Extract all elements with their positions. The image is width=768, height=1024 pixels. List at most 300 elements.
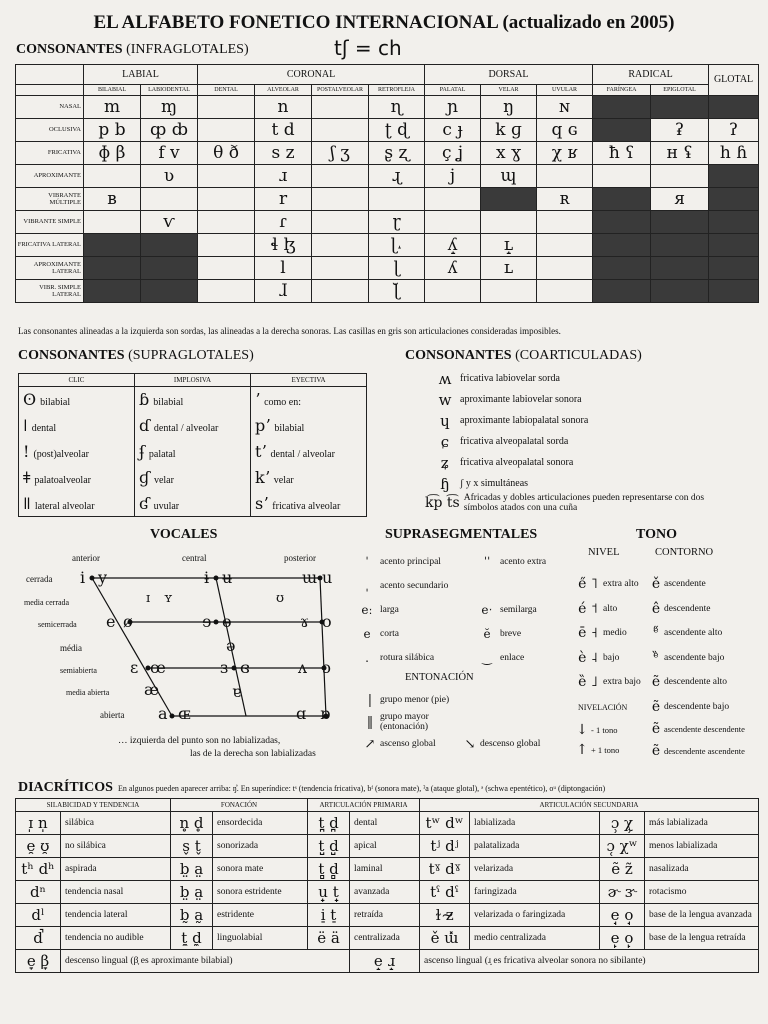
vowel-symbol: ɶ — [178, 704, 191, 723]
consonant-cell — [593, 280, 651, 303]
diacritics-heading: DIACRÍTICOS — [18, 780, 113, 795]
diacritic-description: estridente — [213, 904, 308, 927]
diacritic-description: medio centralizada — [470, 927, 600, 950]
supra-cell — [135, 465, 251, 491]
diacritic-symbol: ẽ z̃ — [600, 858, 645, 881]
vowel-symbol: a — [158, 704, 168, 723]
vowel-row-label: semiabierta — [60, 666, 97, 675]
ipa-symbol: pʼ — [255, 416, 271, 435]
place-header: DENTAL — [198, 85, 255, 96]
consonant-cell — [312, 211, 369, 234]
diacritic-symbol: tˤ dˤ — [420, 881, 470, 904]
consonant-row — [16, 119, 759, 142]
diacritic-description: menos labializada — [645, 835, 759, 858]
ipa-symbol: ɓ — [139, 390, 150, 410]
consonant-cell: ʜ ʢ — [651, 142, 709, 165]
ipa-symbol: . — [365, 651, 369, 665]
list-item — [354, 598, 474, 622]
list-item — [573, 720, 653, 740]
list-item — [648, 646, 763, 671]
group-radical: RADICAL — [593, 65, 709, 85]
ipa-description: palatoalveolar — [34, 475, 91, 486]
ipa-symbol: ɥ — [440, 411, 450, 430]
header-art-secundaria: ARTICULACIÓN SECUNDARIA — [420, 799, 759, 812]
consonant-cell — [198, 96, 255, 119]
diacritic-symbol: b̤ a̤ — [171, 881, 213, 904]
ipa-description: descendente ascendente — [664, 746, 745, 756]
consonant-cell: ʟ — [481, 257, 537, 280]
coart-item — [430, 389, 750, 410]
ipa-description: ascendente bajo — [664, 652, 725, 663]
ipa-description: bilabial — [153, 397, 184, 409]
consonant-cell: ɹ — [255, 165, 312, 188]
consonant-cell — [593, 234, 651, 257]
consonant-cell — [651, 280, 709, 303]
list-item — [573, 646, 653, 671]
ipa-description: ʃ y x simultáneas — [460, 478, 529, 489]
ipa-symbol: ȅ ˩ — [578, 674, 598, 691]
diacritic-description: silábica — [61, 812, 171, 835]
ipa-description: + 1 tono — [591, 745, 620, 755]
supra-cell — [19, 413, 135, 439]
diacritic-symbol: ë ä — [308, 927, 350, 950]
vowel-symbol: ʏ — [164, 591, 173, 606]
diacritic-symbol: e̘ o̘ — [600, 904, 645, 927]
ipa-description: medio — [603, 628, 627, 639]
ipa-symbol: ↗ — [364, 737, 376, 753]
diacritic-symbol: b̰ a̰ — [171, 904, 213, 927]
diacritic-description: faringizada — [470, 881, 600, 904]
affricate-text: Africadas y dobles articulaciones pueden representarse con dos símbolos atados con una cuña — [463, 493, 705, 514]
ipa-symbol: ẽ — [651, 721, 661, 737]
heading-main: CONSONANTES — [16, 42, 123, 57]
diacritic-description: sonorizada — [213, 835, 308, 858]
ipa-symbol: ǂ — [23, 468, 31, 487]
place-header: FARÍNGEA — [593, 85, 651, 96]
consonant-cell: ȹ ȸ — [141, 119, 198, 142]
ipa-description: bilabial — [40, 397, 71, 409]
diacritic-row — [16, 881, 759, 904]
vowel-row-label: media abierta — [66, 688, 110, 697]
consonant-cell: χ ʁ — [537, 142, 593, 165]
header-eyectiva: EYECTIVA — [251, 374, 367, 387]
consonant-chart — [15, 64, 759, 303]
consonant-cell: n — [255, 96, 312, 119]
diacritic-symbol: s̬ t̬ — [171, 835, 213, 858]
diacritic-symbol: dˡ — [16, 904, 61, 927]
vowel-symbol: ɵ — [222, 612, 232, 631]
diacritics-intro: En algunos pueden aparecer arriba: ŋ̊. En superíndice: tˢ (tendencia fricativa), bᶠ (sonora mate), ˀa (ataque glotal), ᵊ (schwa epentético), oᵘ (diptongación) — [118, 784, 606, 793]
list-item — [648, 621, 763, 646]
ipa-description: fricativa alveopalatal sonora — [460, 457, 574, 468]
consonants-coart-heading — [405, 348, 642, 364]
diacritic-row — [16, 950, 759, 973]
consonant-cell — [593, 119, 651, 142]
consonant-note: Las consonantes alineadas a la izquierda son sordas, las alineadas a la derecha sonoras. Las casillas en gris son articulaciones consideradas imposibles. — [18, 326, 561, 336]
ipa-symbol: e — [363, 627, 371, 641]
vowel-symbol: ʌ — [298, 658, 308, 677]
vowel-symbol: y — [98, 568, 108, 587]
ipa-description: (post)alveolar — [33, 449, 89, 460]
ipa-symbol: w — [438, 390, 452, 409]
consonant-cell: c ɟ — [425, 119, 481, 142]
consonant-cell — [198, 188, 255, 211]
consonant-cell: ʔ — [709, 119, 759, 142]
manner-label: NASAL — [16, 96, 84, 119]
diacritic-symbol: tˠ dˠ — [420, 858, 470, 881]
ipa-symbol: ǀ — [23, 416, 28, 435]
vowel-row-label: cerrada — [26, 574, 53, 584]
consonant-cell — [709, 165, 759, 188]
diacritic-row — [16, 904, 759, 927]
ipa-description: fricativa alveopalatal sorda — [460, 436, 569, 447]
vowel-row-label: abierta — [100, 710, 125, 720]
diacritic-description: tendencia lateral — [61, 904, 171, 927]
ipa-symbol: e̋ ˥ — [578, 576, 598, 593]
consonant-cell — [425, 280, 481, 303]
diacritic-description: linguolabial — [213, 927, 308, 950]
ipa-symbol: ‿ — [482, 651, 492, 665]
consonant-cell: ɬ ɮ — [255, 234, 312, 257]
consonant-cell — [651, 211, 709, 234]
supra-cell — [135, 491, 251, 517]
ipa-symbol: ě — [651, 576, 661, 593]
ipa-symbol: ʘ — [23, 390, 37, 410]
diacritic-symbol: ě ɯ̽ — [420, 927, 470, 950]
coart-item — [430, 410, 750, 431]
consonants-infra-heading — [16, 42, 249, 58]
consonant-cell: ɻ — [369, 165, 425, 188]
consonant-row — [16, 142, 759, 165]
diacritic-description: ascenso lingual (ɹ̝ es fricativa alveolar sonora no sibilante) — [420, 950, 759, 973]
diacritic-symbol: e̯ ʊ̯ — [16, 835, 61, 858]
consonant-cell — [312, 257, 369, 280]
consonant-cell: r — [255, 188, 312, 211]
vowel-symbol: ʉ — [222, 568, 233, 587]
ipa-symbol: eː — [361, 603, 373, 617]
list-item — [474, 622, 569, 646]
consonant-cell — [312, 119, 369, 142]
ipa-symbol: ɠ — [139, 468, 150, 487]
ipa-description: acento secundario — [380, 581, 449, 591]
diacritic-symbol: e̝ ɹ̝ — [350, 950, 420, 973]
list-item — [648, 740, 763, 762]
diacritic-description: sonora estridente — [213, 881, 308, 904]
consonant-cell — [709, 234, 759, 257]
vowel-col-central: central — [182, 553, 207, 563]
ipa-description: ascendente — [664, 579, 706, 590]
diacritic-symbol: t̪ d̪ — [308, 812, 350, 835]
coart-item — [430, 368, 750, 389]
diacritic-symbol: tʲ dʲ — [420, 835, 470, 858]
vowel-note-2: las de la derecha son labializadas — [190, 749, 316, 759]
ipa-symbol: ‖ — [366, 715, 374, 731]
consonant-row — [16, 257, 759, 280]
heading-sub: (SUPRAGLOTALES) — [128, 348, 254, 363]
affricate-symbols: k͡p t͡s — [425, 495, 460, 512]
list-item — [648, 718, 763, 740]
place-header: PALATAL — [425, 85, 481, 96]
ipa-description: descendente — [664, 603, 711, 614]
ipa-description: velar — [273, 475, 294, 486]
consonant-cell — [481, 211, 537, 234]
diacritic-symbol: ɔ̜ χʷ — [600, 835, 645, 858]
ipa-description: lateral alveolar — [34, 500, 95, 512]
ipa-symbol: ˌ — [365, 579, 369, 593]
vowel-symbol: ɐ — [232, 682, 242, 701]
list-item — [648, 670, 763, 695]
diacritic-description: apical — [350, 835, 420, 858]
vowel-symbol: i — [80, 568, 86, 587]
consonant-cell: k ɡ — [481, 119, 537, 142]
manner-label: APROXIMANTE LATERAL — [16, 257, 84, 280]
consonant-cell — [651, 165, 709, 188]
ipa-symbol: tʼ — [255, 442, 267, 461]
vowel-symbol: ɪ — [146, 591, 151, 606]
consonant-cell: ʎ̝ — [425, 234, 481, 257]
consonant-cell — [651, 257, 709, 280]
group-labial: LABIAL — [84, 65, 198, 85]
diacritic-description: base de la lengua retraída — [645, 927, 759, 950]
list-item — [474, 550, 569, 574]
manner-label: FRICATIVA LATERAL — [16, 234, 84, 257]
ipa-description: ascenso global — [380, 739, 436, 750]
supra-row — [19, 439, 367, 465]
supra-row — [19, 413, 367, 439]
vowel-symbol: ʊ — [276, 591, 285, 606]
ipa-description: aproximante labiopalatal sonora — [460, 415, 589, 426]
manner-label: OCLUSIVA — [16, 119, 84, 142]
consonant-cell — [537, 280, 593, 303]
diacritics-table — [15, 798, 759, 973]
consonant-cell: ʂ ʐ — [369, 142, 425, 165]
header-silabicidad: SILABICIDAD Y TENDENCIA — [16, 799, 171, 812]
consonant-cell — [312, 165, 369, 188]
consonant-cell: ɰ — [481, 165, 537, 188]
vowel-symbol: o — [322, 612, 332, 631]
vowel-symbol: ɨ — [204, 568, 210, 587]
ipa-symbol: ẽ — [651, 698, 661, 715]
list-item — [573, 740, 653, 760]
contorno-heading: CONTORNO — [655, 547, 714, 558]
ipa-symbol: ↓ — [576, 722, 588, 738]
consonant-cell — [709, 257, 759, 280]
supra-row — [19, 465, 367, 491]
ipa-symbol: ẽ — [651, 743, 661, 759]
vowel-col-posterior: posterior — [284, 553, 316, 563]
diacritic-description: rotacismo — [645, 881, 759, 904]
ipa-description: enlace — [500, 653, 525, 663]
nivelacion-heading: NIVELACIÓN — [578, 703, 628, 712]
ipa-description: velar — [153, 475, 174, 486]
supra-cell — [251, 413, 367, 439]
diacritic-symbol: t̼ d̼ — [171, 927, 213, 950]
diacritic-description: dental — [350, 812, 420, 835]
corner-cell — [16, 65, 84, 85]
diacritic-description: retraída — [350, 904, 420, 927]
ipa-symbol: ʼ — [255, 390, 261, 410]
consonant-cell — [651, 96, 709, 119]
consonant-cell: l — [255, 257, 312, 280]
ipa-description: fricativa alveolar — [272, 500, 341, 512]
vowels-heading: VOCALES — [150, 527, 218, 542]
ipa-symbol: ɕ — [440, 432, 450, 451]
consonant-row — [16, 165, 759, 188]
ipa-description: descenso global — [480, 739, 541, 750]
diacritic-symbol: u̟ t̟ — [308, 881, 350, 904]
page-title: EL ALFABETO FONETICO INTERNACIONAL (actualizado en 2005) — [93, 12, 675, 33]
ipa-description: rotura silábica — [380, 653, 435, 663]
consonant-row — [16, 96, 759, 119]
heading-main: CONSONANTES — [18, 348, 125, 363]
vowel-row-label: semicerrada — [38, 620, 77, 629]
heading-main: CONSONANTES — [405, 348, 512, 363]
supra-row — [19, 491, 367, 517]
consonant-row — [16, 188, 759, 211]
diacritic-description: centralizada — [350, 927, 420, 950]
ipa-symbol: ɧ — [440, 474, 450, 493]
diacritic-symbol: e̙ o̙ — [600, 927, 645, 950]
consonant-cell — [84, 234, 141, 257]
consonant-cell: s z — [255, 142, 312, 165]
ipa-description: alto — [603, 603, 618, 614]
consonant-cell: ɽ — [369, 211, 425, 234]
vowel-symbol: ɞ — [240, 658, 250, 677]
ipa-symbol: ↑ — [576, 742, 588, 758]
vowel-symbol: u — [322, 568, 333, 587]
diacritic-symbol: e̞ β̞ — [16, 950, 61, 973]
vowel-symbol: ɤ — [300, 612, 310, 631]
vowel-symbol: ɘ — [202, 612, 212, 631]
consonant-cell: ʡ — [651, 119, 709, 142]
ipa-description: acento principal — [380, 557, 441, 567]
supra-cell — [19, 491, 135, 517]
list-item — [474, 598, 569, 622]
list-item — [573, 572, 653, 597]
manner-label: APROXIMANTE — [16, 165, 84, 188]
entonacion-heading: ENTONACIÓN — [405, 672, 474, 683]
consonant-cell — [312, 234, 369, 257]
diacritic-description: velarizada o faringizada — [470, 904, 600, 927]
ipa-description: breve — [500, 629, 522, 639]
list-item — [360, 712, 570, 734]
ipa-symbol: ʛ — [139, 493, 150, 513]
vowel-symbol: e — [106, 612, 116, 631]
ipa-symbol: ʄ — [139, 442, 145, 461]
ipa-symbol: ǁ — [23, 493, 31, 513]
consonant-cell: j — [425, 165, 481, 188]
supraglotal-table — [18, 373, 367, 517]
ipa-symbol: ē ˧ — [578, 625, 598, 642]
entonacion-list — [360, 690, 570, 756]
supra-cell — [251, 465, 367, 491]
ipa-description: ascendente alto — [664, 628, 723, 639]
coart-item — [430, 452, 750, 473]
consonant-cell — [312, 188, 369, 211]
consonant-cell — [141, 280, 198, 303]
consonant-cell: ɺ — [255, 280, 312, 303]
consonant-cell: ʀ — [537, 188, 593, 211]
ipa-description: uvular — [153, 500, 180, 512]
ipa-symbol: eˑ — [481, 603, 493, 617]
consonant-cell: x ɣ — [481, 142, 537, 165]
vowel-symbol: ə — [226, 636, 236, 655]
ipa-description: dental / alveolar — [270, 449, 335, 460]
diacritic-description: ensordecida — [213, 812, 308, 835]
ipa-description: dental — [31, 423, 57, 434]
consonant-cell: q ɢ — [537, 119, 593, 142]
ipa-symbol: ê — [651, 600, 661, 617]
ipa-description: descendente alto — [664, 677, 728, 688]
consonant-cell — [141, 188, 198, 211]
manner-label: VIBRANTE SIMPLE — [16, 211, 84, 234]
vowel-note-1: … izquierda del punto son no labializadas, — [118, 736, 281, 746]
consonant-cell — [593, 211, 651, 234]
consonant-cell — [84, 165, 141, 188]
list-item — [354, 622, 474, 646]
list-item — [573, 621, 653, 646]
ipa-symbol: è ˨ — [578, 649, 598, 666]
consonant-cell — [537, 257, 593, 280]
consonant-cell: t d — [255, 119, 312, 142]
diacritic-symbol: ɫ z̴ — [420, 904, 470, 927]
consonant-cell — [709, 188, 759, 211]
supra-cell — [251, 439, 367, 465]
diacritic-description: laminal — [350, 858, 420, 881]
diacritic-symbol: ɪ̩ n̩ — [16, 812, 61, 835]
ipa-description: corta — [380, 629, 399, 639]
consonant-cell: ʋ — [141, 165, 198, 188]
consonant-cell: ʙ — [84, 188, 141, 211]
consonant-cell: ħ ʕ — [593, 142, 651, 165]
heading-sub: (COARTICULADAS) — [515, 348, 642, 363]
vowel-symbol: ɒ — [320, 704, 331, 723]
coart-item — [430, 431, 750, 452]
tone-extra-list — [648, 718, 763, 762]
diacritics-heading-row — [18, 776, 758, 796]
ipa-symbol: sʼ — [255, 493, 269, 513]
diacritic-description: aspirada — [61, 858, 171, 881]
supra-heading: SUPRASEGMENTALES — [385, 527, 538, 542]
consonant-cell: ɭ˔ — [369, 234, 425, 257]
ipa-symbol: ĕ — [483, 627, 491, 641]
consonant-cell — [369, 188, 425, 211]
diacritic-symbol: ɚ ɝ — [600, 881, 645, 904]
coarticulated-list — [430, 368, 750, 494]
diacritic-description: labializada — [470, 812, 600, 835]
ipa-description: - 1 tono — [591, 725, 618, 735]
consonant-cell: m — [84, 96, 141, 119]
diacritic-row — [16, 858, 759, 881]
list-item — [648, 572, 763, 597]
ipa-symbol: kʼ — [255, 468, 270, 487]
ipa-description: semilarga — [500, 605, 537, 615]
consonant-row — [16, 280, 759, 303]
diacritic-description: base de la lengua avanzada — [645, 904, 759, 927]
header-implosiva: IMPLOSIVA — [135, 374, 251, 387]
nivel-list — [573, 572, 653, 695]
ipa-symbol: ↘ — [464, 737, 476, 753]
ipa-description: larga — [380, 605, 399, 615]
diacritic-description: nasalizada — [645, 858, 759, 881]
consonant-cell — [537, 234, 593, 257]
vowel-col-anterior: anterior — [72, 553, 100, 563]
affricate-note — [425, 493, 734, 514]
ipa-symbol: ẽ — [651, 674, 661, 691]
consonant-cell — [84, 280, 141, 303]
list-item — [474, 646, 569, 670]
list-item — [354, 574, 474, 598]
